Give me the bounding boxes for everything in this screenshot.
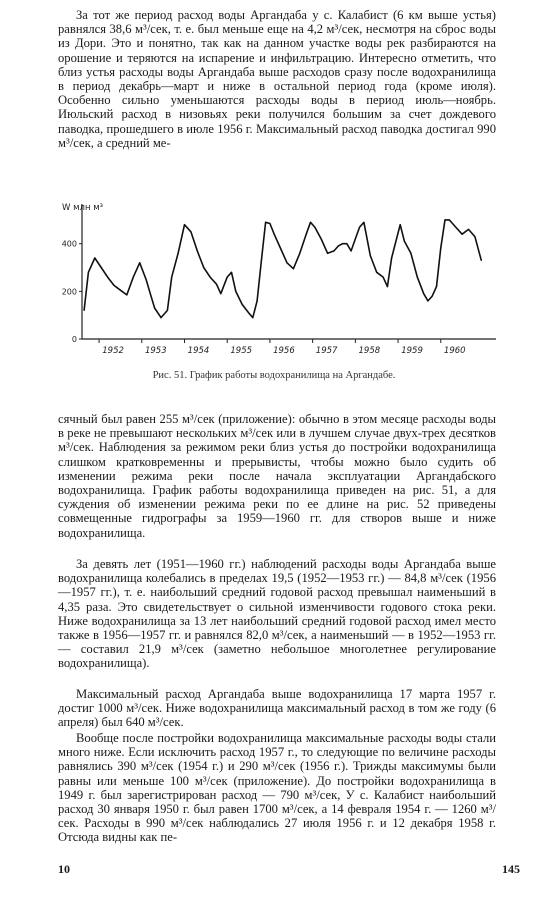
data-point-0-50 [359,226,360,227]
data-point-0-71 [468,229,469,230]
paragraph-4: Максимальный расход Аргандаба выше водохранилища 17 марта 1957 г. достиг 1000 м³/сек. Ниже водохранилища максимальный расход в том же году (6 апреля) был 640 м³/сек. [58,687,496,730]
data-point-0-35 [280,248,281,249]
data-point-0-49 [355,238,356,239]
data-point-0-53 [376,272,377,273]
data-point-0-61 [417,276,418,277]
data-point-0-34 [274,234,275,235]
data-point-0-6 [120,290,121,291]
data-point-0-5 [113,285,114,286]
data-point-0-40 [310,222,311,223]
y-tick-label-2: 400 [61,239,77,249]
data-point-0-31 [261,260,262,261]
data-point-0-46 [342,243,343,244]
data-point-0-28 [248,312,249,313]
data-point-0-69 [455,226,456,227]
data-point-0-39 [306,234,307,235]
data-point-0-33 [269,223,270,224]
paragraph-2: сячный был равен 255 м³/сек (приложение): обычно в этом месяце расходы воды в реке не превышают нескольких м³/сек или в лучшем случае двух-трех десятков м³/сек. Наблюдения за режимом реки близ устья до постройки водохранилища слишком кратковременны и прерывисты, чтобы можно было судить об изменении режима реки после начала эксплуатации Аргандабского водохранилища. График работы водохранилища приведен на рис. 51, а для суждения об изменении режима реки по ее длине на рис. 52 приведены совмещенные гидрографы за 1959—1960 гг. для створов выше и ниже водохранилища. [58,412,496,540]
page-number-right: 145 [502,862,520,876]
paragraph-1: За тот же период расход воды Аргандаба у с. Калабист (6 км выше устья) равнялся 38,6 м³/сек, т. е. был меньше еще на 4,2 м³/сек, несмотря на сброс воды из Дори. Это и понятно, так как на данном участке воды рек разбираются на орошение и теряются на испарение и инфильтрацию. Интересно отметить, что близ устья расходы воды Аргандаба выше расходов сразу после водохранилища в период декабрь—март и ниже в остальной период года (кроме июля). Особенно сильно уменьшаются расходы воды в период июль—ноябрь. Июльский расход в низовьях реки получился большим за счет дождевого паводка, прошедшего в июле 1956 г. Максимальный расход паводка достигал 990 м³/сек, а средний ме- [58,8,496,150]
data-point-0-14 [167,310,168,311]
data-point-0-23 [220,293,221,294]
data-point-0-7 [126,294,127,295]
data-point-0-58 [400,224,401,225]
paragraph-5: Вообще после постройки водохранилища максимальные расходы воды стали много ниже. Если исключить расход 1957 г., то следующие по величине расходы равнялись 390 м³/сек (1954 г.) и 290 м³/сек (1956 г.). Трижды максимумы были равны или меньше 100 м³/сек (приложение). До постройки водохранилища в 1949 г. был зарегистрирован расход — 790 м³/сек, У с. Калабист наибольший расход 30 января 1950 г. был равен 1700 м³/сек, а 14 февраля 1954 г. — 1260 м³/сек. Расходы в 990 м³/сек наблюдались 27 июля 1956 г. и 12 декабря 1958 г. Отсюда видны как пе- [58,731,496,845]
data-point-0-54 [382,276,383,277]
x-tick-label-5: 1957 [315,346,338,356]
data-point-0-32 [265,222,266,223]
data-point-0-57 [395,241,396,242]
data-point-0-25 [231,272,232,273]
data-point-0-30 [257,300,258,301]
data-point-0-44 [333,250,334,251]
data-point-0-26 [235,291,236,292]
data-point-0-27 [242,304,243,305]
data-point-0-59 [404,241,405,242]
data-point-0-52 [370,255,371,256]
y-tick-label-1: 200 [61,287,77,297]
data-point-0-72 [474,236,475,237]
data-point-0-63 [427,300,428,301]
data-point-0-18 [190,231,191,232]
data-point-0-56 [391,257,392,258]
data-point-0-38 [299,253,300,254]
data-point-0-29 [252,317,253,318]
x-tick-label-4: 1956 [273,346,295,356]
data-point-0-0 [84,310,85,311]
data-point-0-8 [133,276,134,277]
data-point-0-64 [432,296,433,297]
data-point-0-43 [327,253,328,254]
data-point-0-36 [286,262,287,263]
x-tick-label-3: 1955 [230,346,253,356]
y-tick-label-0: 0 [71,335,77,344]
data-point-0-1 [88,272,89,273]
data-point-0-24 [227,276,228,277]
data-point-0-60 [410,253,411,254]
series-line-0 [84,220,481,318]
data-point-0-10 [145,279,146,280]
data-point-0-73 [481,260,482,261]
x-tick-label-7: 1959 [401,346,423,356]
reservoir-operation-chart [58,196,508,364]
data-point-0-70 [462,234,463,235]
data-point-0-67 [444,219,445,220]
data-point-0-66 [440,248,441,249]
x-tick-label-6: 1958 [358,346,381,356]
data-point-0-37 [293,268,294,269]
data-point-0-15 [171,276,172,277]
figure-caption: Рис. 51. График работы водохранилища на Аргандабе. [152,370,396,381]
data-point-0-65 [436,286,437,287]
data-point-0-22 [216,284,217,285]
x-tick-label-8: 1960 [443,346,466,356]
data-point-0-62 [423,293,424,294]
data-point-0-48 [350,250,351,251]
data-point-0-21 [210,276,211,277]
data-point-0-3 [101,267,102,268]
x-tick-label-0: 1952 [102,346,124,356]
x-tick-label-2: 1954 [187,346,210,356]
paragraph-3: За девять лет (1951—1960 гг.) наблюдений расходы воды Аргандаба выше водохранилища колебались в пределах 19,5 (1952—1953 гг.) — 84,8 м³/сек (1956—1957 гг.), т. е. наибольший средний годовой расход превышал наименьший в 4,35 раза. Это свидетельствует о сильной изменчивости годового стока реки. Ниже водохранилища за 13 лет наибольший средний годовой расход имел место также в 1956—1957 гг. и равнялся 82,0 м³/сек, а наименьший — в 1952—1953 гг. — составил 21,9 м³/сек (заметно небольшое многолетнее регулирование водохранилища). [58,557,496,671]
data-point-0-41 [314,226,315,227]
data-point-0-55 [387,286,388,287]
data-point-0-12 [154,307,155,308]
data-point-0-13 [160,317,161,318]
data-point-0-68 [449,219,450,220]
data-point-0-9 [139,262,140,263]
data-point-0-16 [177,253,178,254]
data-point-0-47 [346,243,347,244]
data-point-0-42 [321,238,322,239]
x-tick-label-1: 1953 [144,346,167,356]
data-point-0-2 [94,257,95,258]
data-point-0-51 [363,222,364,223]
page-number-left: 10 [58,862,70,876]
data-point-0-45 [338,246,339,247]
data-point-0-17 [184,224,185,225]
data-point-0-19 [197,250,198,251]
data-point-0-4 [107,276,108,277]
data-point-0-11 [150,293,151,294]
y-axis-label: W млн м³ [62,203,104,213]
data-point-0-20 [203,267,204,268]
